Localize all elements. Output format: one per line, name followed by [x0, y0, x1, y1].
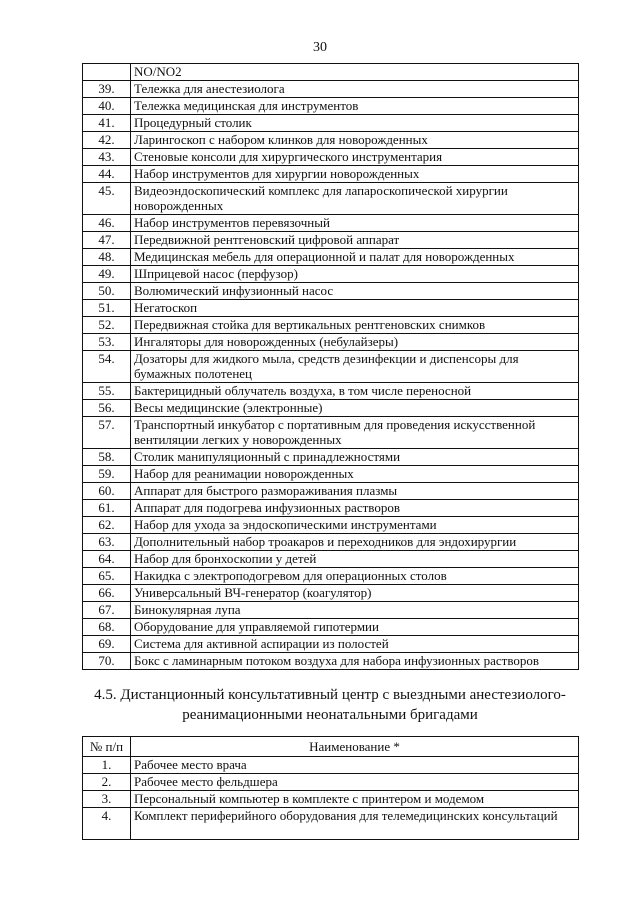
table-row: [83, 81, 579, 98]
row-number: [83, 64, 131, 81]
row-name: Дозаторы для жидкого мыла, средств дезинфекции и диспенсоры для бумажных полотенец: [131, 351, 579, 383]
table-row: [83, 534, 579, 551]
row-number: 61.: [83, 500, 131, 517]
table-row: [83, 266, 579, 283]
row-number: 43.: [83, 149, 131, 166]
row-name: Процедурный столик: [131, 115, 579, 132]
row-number: 64.: [83, 551, 131, 568]
row-name: Рабочее место врача: [131, 757, 579, 774]
row-number: 60.: [83, 483, 131, 500]
table-row: [83, 808, 579, 840]
table-row: [83, 215, 579, 232]
row-number: 54.: [83, 351, 131, 383]
row-number: 1.: [83, 757, 131, 774]
table-row: [83, 166, 579, 183]
row-name: NO/NO2: [131, 64, 579, 81]
row-name: Система для активной аспирации из полостей: [131, 636, 579, 653]
row-name: Набор инструментов перевязочный: [131, 215, 579, 232]
row-name: Транспортный инкубатор с портативным для проведения искусственной вентиляции легких у новорожденных: [131, 417, 579, 449]
row-name: Бактерицидный облучатель воздуха, в том числе переносной: [131, 383, 579, 400]
row-name: Набор для бронхоскопии у детей: [131, 551, 579, 568]
equipment-table: [82, 63, 579, 670]
row-name: Волюмический инфузионный насос: [131, 283, 579, 300]
table-row: [83, 232, 579, 249]
table-row: [83, 300, 579, 317]
table-row: [83, 132, 579, 149]
row-name: Медицинская мебель для операционной и палат для новорожденных: [131, 249, 579, 266]
row-name: Рабочее место фельдшера: [131, 774, 579, 791]
row-number: 48.: [83, 249, 131, 266]
row-number: 41.: [83, 115, 131, 132]
table-row: [83, 636, 579, 653]
row-name: Дополнительный набор троакаров и переходников для эндохирургии: [131, 534, 579, 551]
table-row: [83, 500, 579, 517]
table-row: [83, 249, 579, 266]
table-row: [83, 98, 579, 115]
row-name: Ларингоскоп с набором клинков для новорожденных: [131, 132, 579, 149]
row-number: 44.: [83, 166, 131, 183]
row-name: Ингаляторы для новорожденных (небулайзеры): [131, 334, 579, 351]
table-row: [83, 417, 579, 449]
table-row: [83, 619, 579, 636]
row-number: 59.: [83, 466, 131, 483]
table-row: [83, 449, 579, 466]
row-name: Накидка с электроподогревом для операционных столов: [131, 568, 579, 585]
row-name: Тележка для анестезиолога: [131, 81, 579, 98]
table-row: [83, 568, 579, 585]
row-name: Аппарат для быстрого размораживания плазмы: [131, 483, 579, 500]
row-name: Весы медицинские (электронные): [131, 400, 579, 417]
table-row: [83, 383, 579, 400]
table-row: [83, 317, 579, 334]
row-name: Набор для ухода за эндоскопическими инструментами: [131, 517, 579, 534]
table-row: [83, 585, 579, 602]
row-name: Оборудование для управляемой гипотермии: [131, 619, 579, 636]
row-name: Универсальный ВЧ-генератор (коагулятор): [131, 585, 579, 602]
row-number: 65.: [83, 568, 131, 585]
table-row: [83, 757, 579, 774]
row-number: 68.: [83, 619, 131, 636]
table-row: [83, 400, 579, 417]
table-row: [83, 115, 579, 132]
row-number: 70.: [83, 653, 131, 670]
row-number: 50.: [83, 283, 131, 300]
row-number: 49.: [83, 266, 131, 283]
row-name: Передвижной рентгеновский цифровой аппарат: [131, 232, 579, 249]
table-row: [83, 791, 579, 808]
row-number: 4.: [83, 808, 131, 840]
table-row: [83, 183, 579, 215]
table-row: [83, 466, 579, 483]
row-name: Персональный компьютер в комплекте с принтером и модемом: [131, 791, 579, 808]
table-row: [83, 483, 579, 500]
row-number: 67.: [83, 602, 131, 619]
page-number: 30: [313, 40, 327, 55]
table-row: [83, 517, 579, 534]
row-number: 66.: [83, 585, 131, 602]
table-row: [83, 774, 579, 791]
column-header-name: Наименование *: [131, 737, 579, 757]
section-title: 4.5. Дистанционный консультативный центр с выездными анестезиолого-реанимационными неонатальными бригадами: [94, 687, 566, 723]
table-row: [83, 283, 579, 300]
row-name: Стеновые консоли для хирургического инструментария: [131, 149, 579, 166]
row-name: Столик манипуляционный с принадлежностями: [131, 449, 579, 466]
row-name: Бокс с ламинарным потоком воздуха для набора инфузионных растворов: [131, 653, 579, 670]
row-number: 52.: [83, 317, 131, 334]
row-number: 40.: [83, 98, 131, 115]
row-number: 62.: [83, 517, 131, 534]
row-name: Аппарат для подогрева инфузионных растворов: [131, 500, 579, 517]
row-name: Видеоэндоскопический комплекс для лапароскопической хирургии новорожденных: [131, 183, 579, 215]
row-name: Комплект периферийного оборудования для телемедицинских консультаций: [131, 808, 579, 840]
table-row: [83, 334, 579, 351]
row-number: 63.: [83, 534, 131, 551]
row-number: 3.: [83, 791, 131, 808]
table-row: [83, 351, 579, 383]
row-number: 56.: [83, 400, 131, 417]
row-name: Передвижная стойка для вертикальных рентгеновских снимков: [131, 317, 579, 334]
row-number: 55.: [83, 383, 131, 400]
row-number: 58.: [83, 449, 131, 466]
row-name: Тележка медицинская для инструментов: [131, 98, 579, 115]
row-name: Бинокулярная лупа: [131, 602, 579, 619]
row-name: Набор инструментов для хирургии новорожденных: [131, 166, 579, 183]
row-number: 46.: [83, 215, 131, 232]
table-row: [83, 602, 579, 619]
table-row: [83, 64, 579, 81]
table-row: [83, 551, 579, 568]
row-number: 47.: [83, 232, 131, 249]
row-number: 53.: [83, 334, 131, 351]
row-number: 51.: [83, 300, 131, 317]
column-header-number: № п/п: [83, 737, 131, 757]
row-name: Негатоскоп: [131, 300, 579, 317]
row-name: Шприцевой насос (перфузор): [131, 266, 579, 283]
table-row: [83, 653, 579, 670]
table-row: [83, 149, 579, 166]
row-number: 39.: [83, 81, 131, 98]
row-name: Набор для реанимации новорожденных: [131, 466, 579, 483]
row-number: 42.: [83, 132, 131, 149]
row-number: 2.: [83, 774, 131, 791]
row-number: 57.: [83, 417, 131, 449]
row-number: 45.: [83, 183, 131, 215]
consultation-center-table: [82, 736, 579, 840]
row-number: 69.: [83, 636, 131, 653]
